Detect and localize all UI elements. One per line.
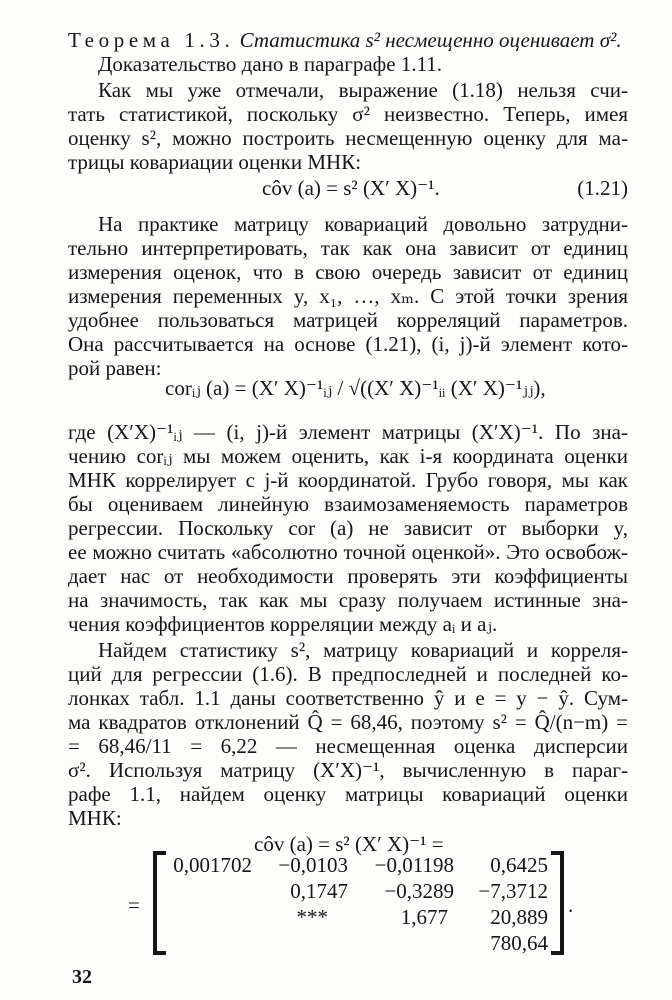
matrix-cell: *** bbox=[296, 905, 328, 929]
equation-cor: corᵢⱼ (a) = (X′ X)⁻¹ᵢⱼ / √((X′ X)⁻¹ᵢᵢ (X′ X)⁻¹ⱼⱼ), bbox=[165, 376, 546, 400]
matrix-cell: −0,0103 bbox=[278, 853, 348, 877]
matrix-cell: 0,6425 bbox=[490, 853, 548, 877]
para3-line: дает нас от необходимости проверять эти коэффициенты bbox=[68, 564, 628, 588]
para2-line: тельно интерпретировать, так как она зависит от единиц bbox=[68, 236, 628, 260]
para4-line: Найдем статистику s², матрицу ковариаций и корреля- bbox=[98, 638, 628, 662]
matrix-cell: 780,64 bbox=[490, 931, 548, 955]
para3-line: на значимость, так как мы сразу получаем истинные зна- bbox=[68, 588, 628, 612]
para4-line: рафе 1.1, найдем оценку матрицы ковариаций оценки bbox=[68, 782, 628, 806]
theorem-label: Теорема 1.3. bbox=[68, 28, 235, 52]
para3-line: регрессии. Поскольку cor (a) не зависит от выборки y, bbox=[68, 516, 628, 540]
page-number: 32 bbox=[72, 966, 92, 988]
para3-line: МНК коррелирует с j-й координатой. Грубо говоря, мы как bbox=[68, 468, 628, 492]
para1-line: тать статистикой, поскольку σ² неизвестно. Теперь, имея bbox=[68, 102, 628, 126]
theorem-line bbox=[68, 28, 628, 52]
para4-line: σ². Используя матрицу (X′X)⁻¹, вычисленную в параг- bbox=[68, 758, 628, 782]
matrix-cell: 0,001702 bbox=[173, 853, 252, 877]
para4-line: ций для регрессии (1.6). В предпоследней и последней ко- bbox=[68, 662, 628, 686]
para3-line: бы оцениваем линейную взаимозаменяемость параметров bbox=[68, 492, 628, 516]
para2-line: удобнее пользоваться матрицей корреляций параметров. bbox=[68, 308, 628, 332]
para1-line: трицы ковариации оценки МНК: bbox=[68, 150, 362, 174]
para2-line: Она рассчитывается на основе (1.21), (i, j)-й элемент кото- bbox=[68, 332, 628, 356]
matrix-cell: −0,01198 bbox=[374, 853, 454, 877]
equation-1-21: côv (a) = s² (X′ X)⁻¹. bbox=[262, 176, 440, 200]
equation-cov: côv (a) = s² (X′ X)⁻¹ = bbox=[254, 832, 444, 856]
theorem-statement: Статистика s² несмещенно оценивает σ². bbox=[239, 28, 622, 52]
para1-line: Как мы уже отмечали, выражение (1.18) нельзя счи- bbox=[98, 78, 628, 102]
para2-line: измерения переменных y, x₁, …, xₘ. С этой точки зрения bbox=[68, 284, 628, 308]
para3-line: чения коэффициентов корреляции между aᵢ и aⱼ. bbox=[68, 612, 498, 636]
matrix-suffix: . bbox=[568, 893, 574, 917]
matrix-cell: −0,3289 bbox=[384, 879, 454, 903]
equation-number: (1.21) bbox=[577, 176, 628, 200]
para4-line: ма квадратов отклонений Q̂ = 68,46, поэтому s² = Q̂/(n−m) = bbox=[68, 710, 628, 734]
para3-line: чению corᵢⱼ мы можем оценить, как i-я координата оценки bbox=[68, 444, 628, 468]
para4-line: = 68,46/11 = 6,22 — несмещенная оценка дисперсии bbox=[68, 734, 628, 758]
para4-line: лонках табл. 1.1 даны соответственно ŷ и e = y − ŷ. Сум- bbox=[68, 686, 628, 710]
para4-line: МНК: bbox=[68, 806, 122, 830]
para2-line: На практике матрицу ковариаций довольно затрудни- bbox=[98, 212, 628, 236]
matrix-cell: 0,1747 bbox=[290, 879, 348, 903]
matrix-cell: 1,677 bbox=[400, 905, 448, 929]
proof-note: Доказательство дано в параграфе 1.11. bbox=[98, 52, 443, 76]
para1-line: оценку s², можно построить несмещенную оценку для ма- bbox=[68, 126, 628, 150]
matrix-cell: 20,889 bbox=[490, 905, 548, 929]
para2-line: измерения оценок, что в свою очередь зависит от единиц bbox=[68, 260, 628, 284]
para3-line: где (X′X)⁻¹ᵢⱼ — (i, j)-й элемент матрицы (X′X)⁻¹. По зна- bbox=[68, 420, 628, 444]
matrix-prefix: = bbox=[128, 893, 140, 917]
right-bracket bbox=[548, 850, 568, 956]
para2-line: рой равен: bbox=[68, 356, 162, 380]
matrix-cell: −7,3712 bbox=[478, 879, 548, 903]
para3-line: ее можно считать «абсолютно точной оценкой». Это освобож- bbox=[68, 540, 628, 564]
